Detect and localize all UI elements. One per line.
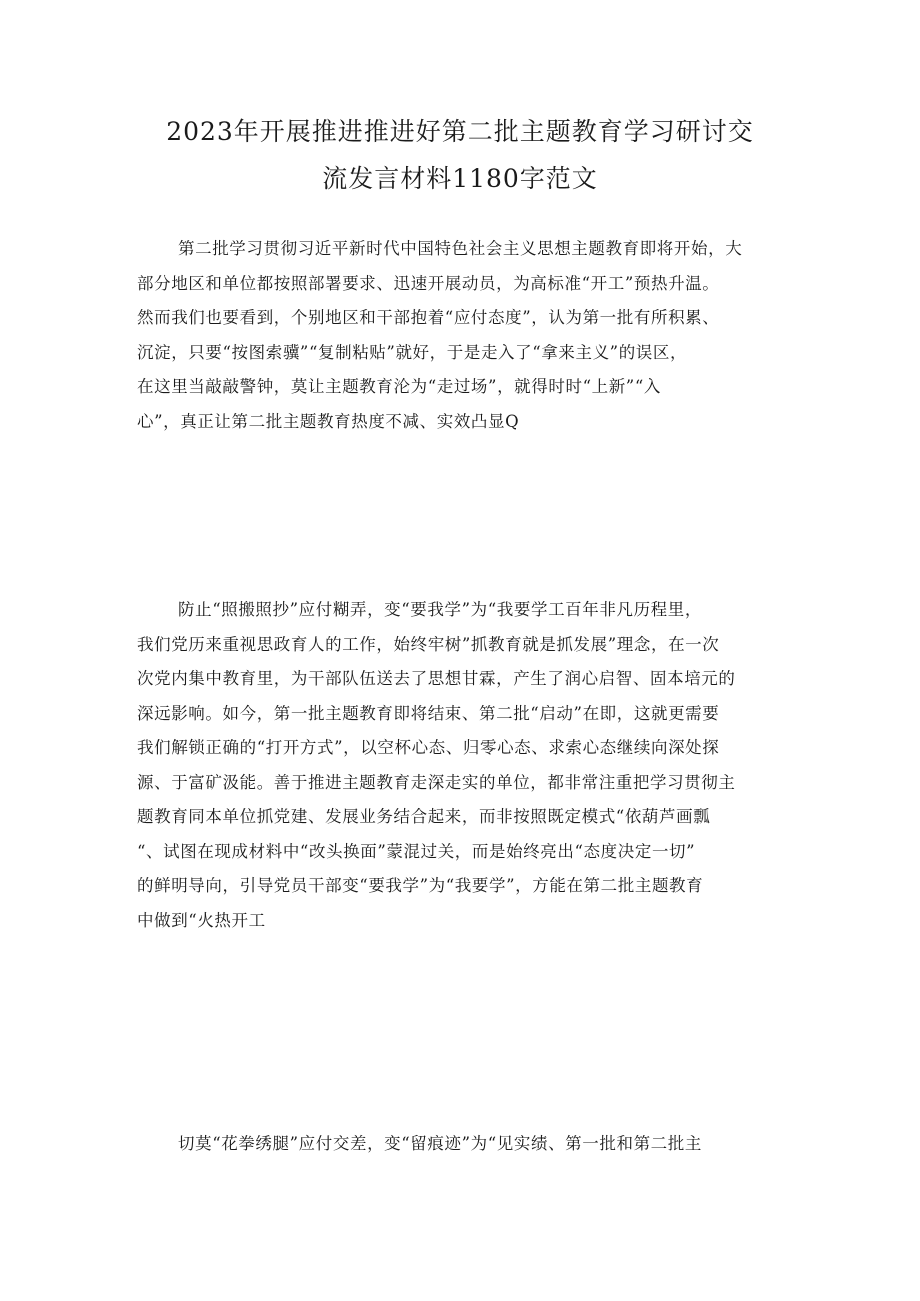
paragraph-line: 源、于富矿汲能。善于推进主题教育走深走实的单位，都非常注重把学习贯彻主 bbox=[137, 772, 736, 792]
paragraph-line: 沉淀，只要“按图索骥”“复制粘贴”就好，于是走入了“拿来主义”的误区， bbox=[137, 342, 688, 362]
paragraph-line: 防止“照搬照抄”应付糊弄，变“要我学”为“我要学工百年非凡历程里， bbox=[178, 600, 702, 619]
paragraph-1 bbox=[137, 232, 797, 439]
title-line-2: 流发言材料1180字范文 bbox=[322, 164, 598, 193]
document-title bbox=[120, 108, 800, 202]
paragraph-line: 我们解锁正确的“打开方式”，以空杯心态、归零心态、求索心态继续向深处探 bbox=[137, 738, 720, 757]
paragraph-line: 切莫“花拳绣腿”应付交差，变“留痕迹”为“见实绩、第一批和第二批主 bbox=[178, 1134, 702, 1153]
paragraph-line: 我们党历来重视思政育人的工作，始终牢树”抓教育就是抓发展”理念，在一次 bbox=[137, 634, 720, 654]
paragraph-line: 在这里当敲敲警钟，莫让主题教育沦为“走过场”，就得时时“上新”“入 bbox=[137, 377, 661, 396]
title-line-1: 2023年开展推进推进好第二批主题教育学习研讨交 bbox=[166, 117, 754, 146]
paragraph-line: 的鲜明导向，引导党员干部变“要我学”为“我要学”，方能在第二批主题教育 bbox=[137, 876, 704, 895]
paragraph-line: “、试图在现成材料中“改头换面”蒙混过关，而是始终亮出“态度决定一切” bbox=[137, 841, 696, 861]
paragraph-line: 中做到“火热开工 bbox=[137, 910, 266, 930]
paragraph-line: 题教育同本单位抓党建、发展业务结合起来，而非按照既定模式“依葫芦画瓢 bbox=[137, 807, 711, 826]
paragraph-line: 部分地区和单位都按照部署要求、迅速开展动员，为高标准“开工”预热升温。 bbox=[137, 273, 720, 293]
paragraph-line: 次党内集中教育里，为干部队伍送去了思想甘霖，产生了润心启智、固本培元的 bbox=[137, 669, 736, 688]
paragraph-line: 深远影响。如今，第一批主题教育即将结束、第二批“启动”在即，这就更需要 bbox=[137, 703, 720, 723]
paragraph-line: 然而我们也要看到，个别地区和干部抱着“应付态度”，认为第一批有所积累、 bbox=[137, 308, 720, 327]
paragraph-line: 心”，真正让第二批主题教育热度不减、实效凸显Q bbox=[137, 411, 520, 431]
paragraph-3 bbox=[137, 1127, 797, 1162]
paragraph-line: 第二批学习贯彻习近平新时代中国特色社会主义思想主题教育即将开始，大 bbox=[178, 239, 743, 258]
paragraph-2 bbox=[137, 593, 797, 938]
